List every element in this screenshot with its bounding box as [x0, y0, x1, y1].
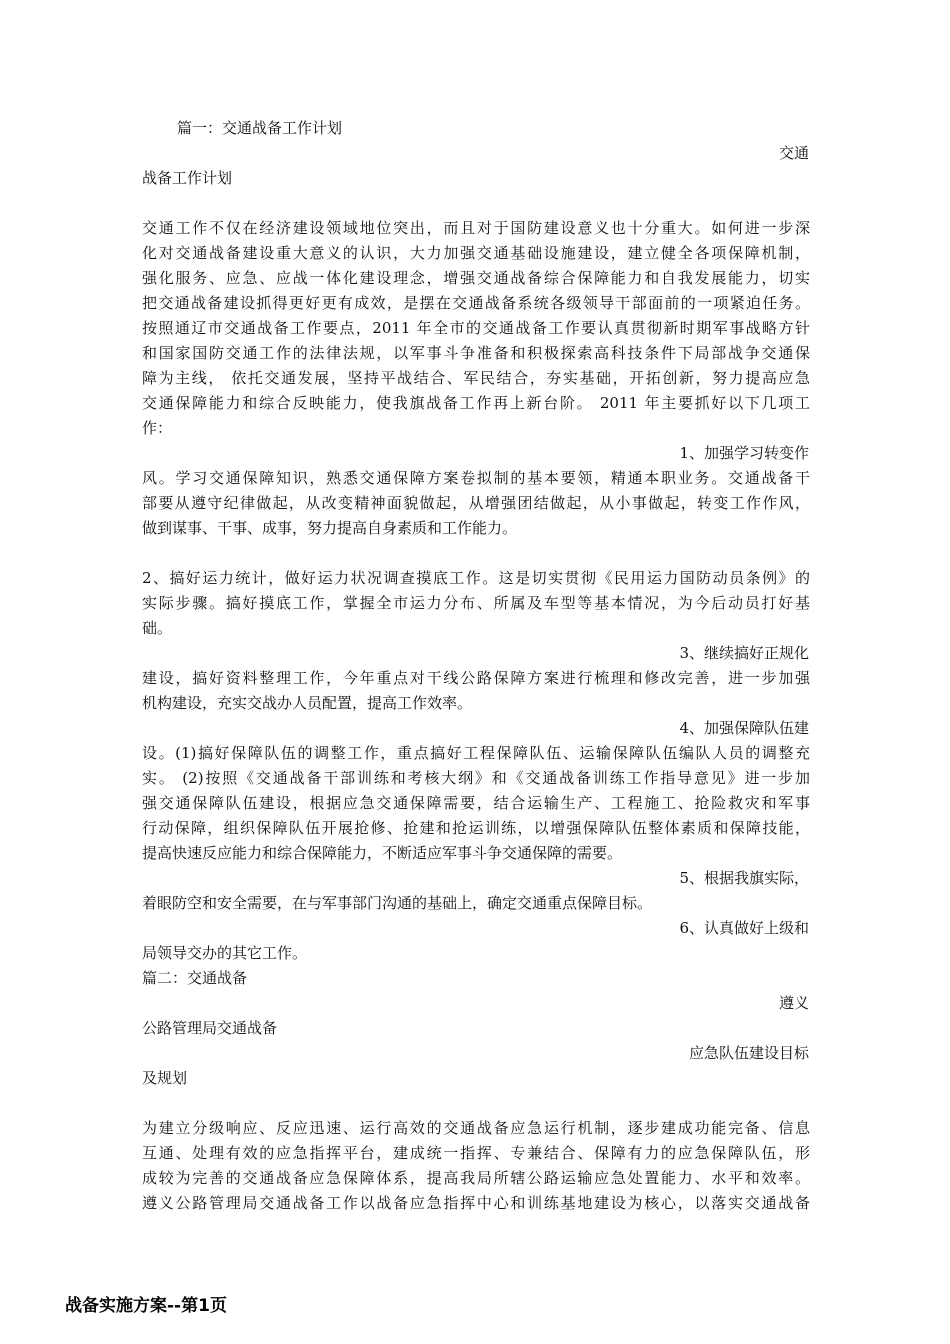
text-line: 遵义公路管理局交通战备工作以战备应急指挥中心和训练基地建设为核心，以落实交通战备 — [142, 1194, 810, 1212]
text-line: 应急队伍建设目标 — [688, 1044, 809, 1062]
text-line: 遵义 — [778, 994, 809, 1012]
text-line: 按照通辽市交通战备工作要点，2011 年全市的交通战备工作要认真贯彻新时期军事战略方针 — [142, 319, 810, 337]
text-line: 强交通保障队伍建设，根据应急交通保障需要，结合运输生产、工程施工、抢险救灾和军事 — [142, 794, 810, 812]
text-line: 强化服务、应急、应战一体化建设理念，增强交通战备综合保障能力和自我发展能力，切实 — [142, 269, 810, 287]
text-line: 交通工作不仅在经济建设领域地位突出，而且对于国防建设意义也十分重大。如何进一步深 — [142, 219, 810, 237]
text-line: 实。 (2)按照《交通战备干部训练和考核大纲》和《交通战备训练工作指导意见》进一步加 — [142, 769, 810, 787]
text-line: 把交通战备建设抓得更好更有成效，是摆在交通战备系统各级领导干部面前的一项紧迫任务。 — [142, 294, 810, 312]
text-line: 风。学习交通保障知识，熟悉交通保障方案卷拟制的基本要领，精通本职业务。交通战备干 — [142, 469, 810, 487]
page-footer: 战备实施方案--第1页 — [65, 1296, 227, 1316]
text-line: 础。 — [142, 619, 173, 637]
text-line: 互通、处理有效的应急指挥平台，建成统一指挥、专兼结合、保障有力的应急保障队伍，形 — [142, 1144, 810, 1162]
text-line: 战备工作计划 — [142, 169, 233, 187]
text-line: 6、认真做好上级和 — [679, 919, 809, 937]
text-line: 2、搞好运力统计，做好运力状况调查摸底工作。这是切实贯彻《民用运力国防动员条例》的 — [142, 569, 810, 587]
text-line: 和国家国防交通工作的法律法规，以军事斗争准备和积极探索高科技条件下局部战争交通保 — [142, 344, 810, 362]
text-line: 4、加强保障队伍建 — [679, 719, 809, 737]
text-line: 交通保障能力和综合反映能力，使我旗战备工作再上新台阶。 2011 年主要抓好以下几项工 — [142, 394, 810, 412]
text-line: 行动保障，组织保障队伍开展抢修、抢建和抢运训练，以增强保障队伍整体素质和保障技能， — [142, 819, 810, 837]
text-line: 提高快速反应能力和综合保障能力，不断适应军事斗争交通保障的需要。 — [142, 844, 623, 862]
text-line: 建设，搞好资料整理工作，今年重点对干线公路保障方案进行梳理和修改完善，进一步加强 — [142, 669, 810, 687]
text-line: 部要从遵守纪律做起，从改变精神面貌做起，从增强团结做起，从小事做起，转变工作作风， — [142, 494, 810, 512]
text-line: 公路管理局交通战备 — [142, 1019, 278, 1037]
text-line: 成较为完善的交通战备应急保障体系，提高我局所辖公路运输应急处置能力、水平和效率。 — [142, 1169, 810, 1187]
text-line: 局领导交办的其它工作。 — [142, 944, 308, 962]
text-line: 做到谋事、干事、成事，努力提高自身素质和工作能力。 — [142, 519, 518, 537]
text-line: 3、继续搞好正规化 — [679, 644, 809, 662]
text-line: 化对交通战备建设重大意义的认识，大力加强交通基础设施建设，建立健全各项保障机制， — [142, 244, 810, 262]
text-line: 5、根据我旗实际， — [679, 869, 809, 887]
text-line: 为建立分级响应、反应迅速、运行高效的交通战备应急运行机制，逐步建成功能完备、信息 — [142, 1119, 810, 1137]
text-line: 及规划 — [142, 1069, 188, 1087]
text-line: 着眼防空和安全需要，在与军事部门沟通的基础上，确定交通重点保障目标。 — [142, 894, 653, 912]
text-line: 障为主线， 依托交通发展，坚持平战结合、军民结合，夯实基础，开拓创新，努力提高应急 — [142, 369, 810, 387]
text-line: 1、加强学习转变作 — [679, 444, 809, 462]
text-line: 实际步骤。搞好摸底工作，掌握全市运力分布、所属及车型等基本情况，为今后动员打好基 — [142, 594, 810, 612]
text-line: 作： — [142, 419, 173, 437]
text-line: 机构建设，充实交战办人员配置，提高工作效率。 — [142, 694, 473, 712]
section-heading-2: 篇二：交通战备 — [142, 969, 248, 987]
text-line: 设。(1)搞好保障队伍的调整工作，重点搞好工程保障队伍、运输保障队伍编队人员的调整充 — [142, 744, 810, 762]
section-heading-1: 篇一：交通战备工作计划 — [177, 119, 343, 137]
text-line: 交通 — [778, 144, 809, 162]
